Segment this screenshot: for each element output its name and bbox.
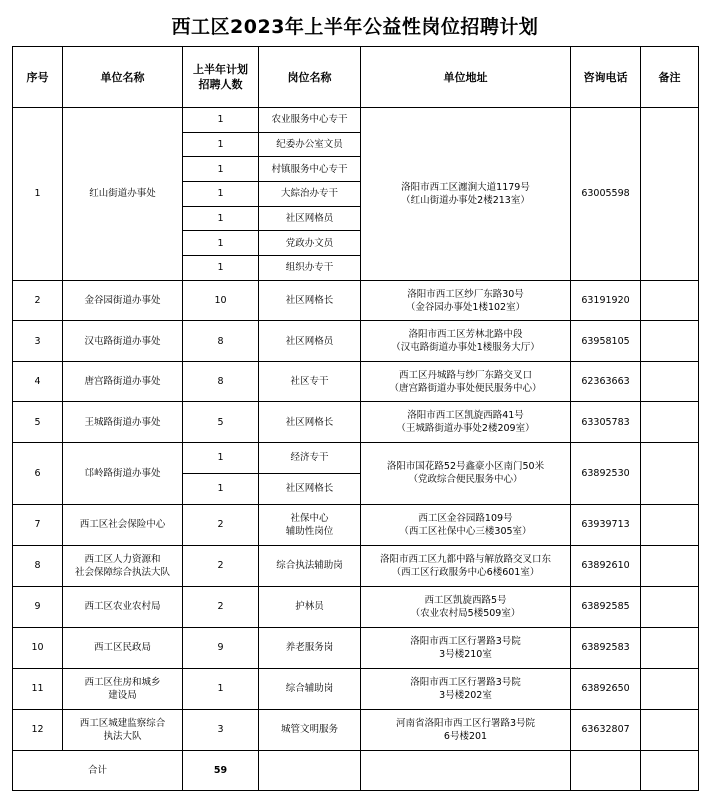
row-recruit-count: 9 [183, 627, 259, 668]
row-seq: 6 [13, 442, 63, 504]
row-position-name: 社区网格员 [259, 206, 361, 231]
row-position-name: 经济专干 [259, 442, 361, 473]
header-phone: 咨询电话 [571, 47, 641, 108]
row-seq: 2 [13, 280, 63, 321]
row-phone: 63958105 [571, 321, 641, 362]
row-unit-name: 西工区民政局 [63, 627, 183, 668]
row-note [641, 586, 699, 627]
table-row [13, 108, 699, 133]
row-position-name: 纪委办公室文员 [259, 132, 361, 157]
total-empty-cell [571, 750, 641, 790]
row-phone: 63939713 [571, 504, 641, 545]
row-position-name: 社区网格员 [259, 321, 361, 362]
table-row [13, 361, 699, 402]
row-recruit-count: 8 [183, 321, 259, 362]
header-unit: 单位名称 [63, 47, 183, 108]
row-position-name: 组织办专干 [259, 256, 361, 281]
header-note: 备注 [641, 47, 699, 108]
row-note [641, 504, 699, 545]
row-position-name: 护林员 [259, 586, 361, 627]
row-unit-name: 西工区人力资源和 社会保障综合执法大队 [63, 545, 183, 586]
row-address: 西工区金谷园路109号 （西工区社保中心三楼305室） [361, 504, 571, 545]
row-seq: 7 [13, 504, 63, 545]
row-position-name: 社区网格长 [259, 280, 361, 321]
row-phone: 63191920 [571, 280, 641, 321]
row-note [641, 361, 699, 402]
table-body [13, 108, 699, 791]
row-position-name: 农业服务中心专干 [259, 108, 361, 133]
row-unit-name: 西工区住房和城乡 建设局 [63, 668, 183, 709]
row-address: 西工区丹城路与纱厂东路交叉口 （唐宫路街道办事处便民服务中心） [361, 361, 571, 402]
row-recruit-count: 1 [183, 442, 259, 473]
table-row [13, 280, 699, 321]
row-address: 洛阳市国花路52号鑫豪小区南门50米 （党政综合便民服务中心） [361, 442, 571, 504]
row-recruit-count: 1 [183, 256, 259, 281]
table-row [13, 668, 699, 709]
row-unit-name: 邙岭路街道办事处 [63, 442, 183, 504]
table-row [13, 504, 699, 545]
row-phone: 63892650 [571, 668, 641, 709]
total-value: 59 [183, 750, 259, 790]
row-recruit-count: 1 [183, 182, 259, 207]
table-row [13, 627, 699, 668]
header-recruit-count: 上半年计划 招聘人数 [183, 47, 259, 108]
row-note [641, 108, 699, 281]
row-note [641, 442, 699, 504]
header-row [13, 47, 699, 108]
row-address: 洛阳市西工区九都中路与解放路交叉口东 （西工区行政服务中心6楼601室） [361, 545, 571, 586]
total-empty-cell [361, 750, 571, 790]
document-title: 西工区2023年上半年公益性岗位招聘计划 [171, 16, 539, 38]
row-address: 洛阳市西工区纱厂东路30号 （金谷园办事处1楼102室） [361, 280, 571, 321]
table-row [13, 402, 699, 443]
row-recruit-count: 8 [183, 361, 259, 402]
row-position-name: 城管文明服务 [259, 709, 361, 750]
total-empty-cell [641, 750, 699, 790]
header-seq: 序号 [13, 47, 63, 108]
row-recruit-count: 2 [183, 545, 259, 586]
row-position-name: 社区网格长 [259, 473, 361, 504]
row-seq: 5 [13, 402, 63, 443]
row-seq: 12 [13, 709, 63, 750]
row-recruit-count: 2 [183, 504, 259, 545]
row-phone: 63892530 [571, 442, 641, 504]
row-unit-name: 王城路街道办事处 [63, 402, 183, 443]
row-unit-name: 西工区农业农村局 [63, 586, 183, 627]
row-recruit-count: 10 [183, 280, 259, 321]
row-recruit-count: 1 [183, 132, 259, 157]
header-address: 单位地址 [361, 47, 571, 108]
row-unit-name: 西工区城建监察综合 执法大队 [63, 709, 183, 750]
row-position-name: 社区专干 [259, 361, 361, 402]
row-note [641, 545, 699, 586]
row-seq: 11 [13, 668, 63, 709]
row-phone: 63632807 [571, 709, 641, 750]
row-recruit-count: 3 [183, 709, 259, 750]
row-address: 洛阳市西工区行署路3号院 3号楼210室 [361, 627, 571, 668]
row-unit-name: 红山街道办事处 [63, 108, 183, 281]
row-phone: 63892583 [571, 627, 641, 668]
row-note [641, 280, 699, 321]
row-note [641, 668, 699, 709]
row-position-name: 综合执法辅助岗 [259, 545, 361, 586]
row-seq: 1 [13, 108, 63, 281]
row-address: 洛阳市西工区芳林北路中段 （汉屯路街道办事处1楼服务大厅） [361, 321, 571, 362]
table-row [13, 709, 699, 750]
header-position: 岗位名称 [259, 47, 361, 108]
row-recruit-count: 1 [183, 108, 259, 133]
table-row [13, 321, 699, 362]
row-position-name: 社保中心 辅助性岗位 [259, 504, 361, 545]
row-position-name: 村镇服务中心专干 [259, 157, 361, 182]
row-address: 西工区凯旋西路5号 （农业农村局5楼509室） [361, 586, 571, 627]
total-empty-cell [259, 750, 361, 790]
row-note [641, 709, 699, 750]
row-position-name: 社区网格长 [259, 402, 361, 443]
row-recruit-count: 2 [183, 586, 259, 627]
row-phone: 63892610 [571, 545, 641, 586]
row-unit-name: 西工区社会保险中心 [63, 504, 183, 545]
row-phone: 63892585 [571, 586, 641, 627]
row-phone: 63005598 [571, 108, 641, 281]
row-seq: 4 [13, 361, 63, 402]
row-address: 洛阳市西工区凯旋西路41号 （王城路街道办事处2楼209室） [361, 402, 571, 443]
total-row [13, 750, 699, 790]
row-position-name: 大綜治办专干 [259, 182, 361, 207]
row-seq: 3 [13, 321, 63, 362]
row-recruit-count: 5 [183, 402, 259, 443]
recruitment-plan-table [12, 46, 699, 791]
table-row [13, 586, 699, 627]
row-position-name: 养老服务岗 [259, 627, 361, 668]
row-recruit-count: 1 [183, 473, 259, 504]
row-recruit-count: 1 [183, 231, 259, 256]
table-row [13, 545, 699, 586]
row-recruit-count: 1 [183, 668, 259, 709]
row-unit-name: 汉屯路街道办事处 [63, 321, 183, 362]
row-phone: 62363663 [571, 361, 641, 402]
row-unit-name: 金谷园街道办事处 [63, 280, 183, 321]
row-note [641, 402, 699, 443]
row-phone: 63305783 [571, 402, 641, 443]
table-row [13, 442, 699, 473]
row-address: 洛阳市西工区瀍涧大道1179号 （红山街道办事处2楼213室） [361, 108, 571, 281]
row-unit-name: 唐宫路街道办事处 [63, 361, 183, 402]
row-seq: 10 [13, 627, 63, 668]
row-address: 洛阳市西工区行署路3号院 3号楼202室 [361, 668, 571, 709]
row-seq: 8 [13, 545, 63, 586]
row-position-name: 综合辅助岗 [259, 668, 361, 709]
row-address: 河南省洛阳市西工区行署路3号院 6号楼201 [361, 709, 571, 750]
row-position-name: 党政办文员 [259, 231, 361, 256]
total-label: 合计 [13, 750, 183, 790]
row-note [641, 627, 699, 668]
row-recruit-count: 1 [183, 206, 259, 231]
row-seq: 9 [13, 586, 63, 627]
row-note [641, 321, 699, 362]
row-recruit-count: 1 [183, 157, 259, 182]
